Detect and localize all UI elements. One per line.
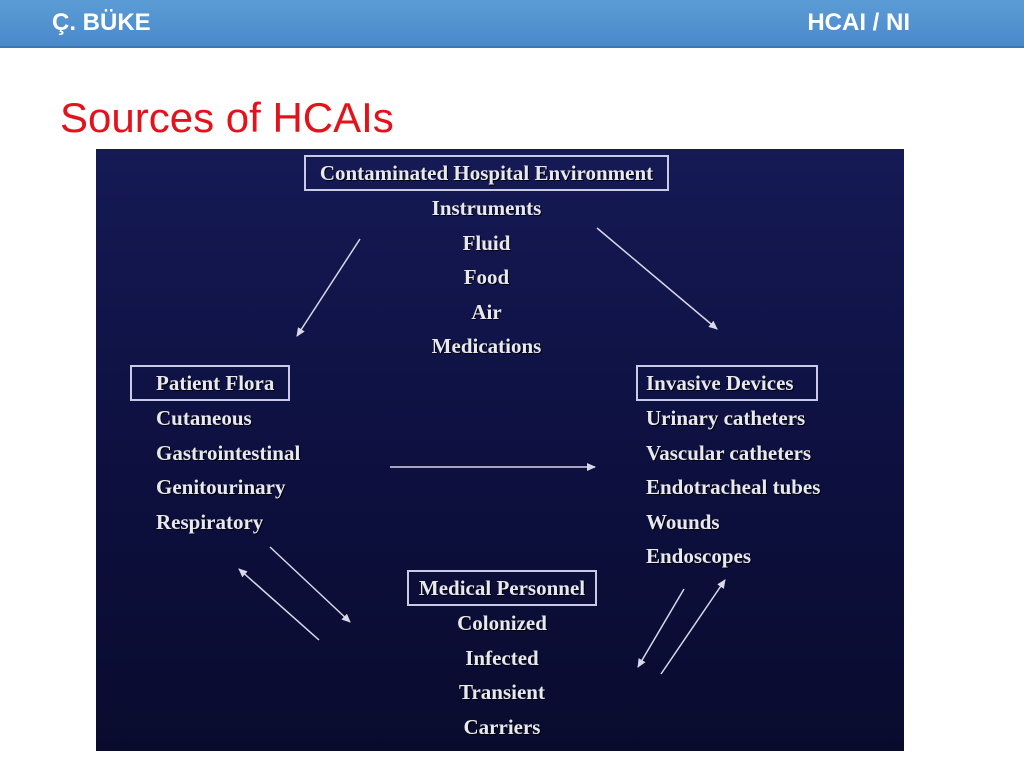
invasive-devices-item: Vascular catheters bbox=[646, 440, 812, 465]
patient-flora-item: Genitourinary bbox=[156, 475, 286, 499]
arrow-flora-to-personnel bbox=[270, 547, 350, 622]
medical-personnel-title: Medical Personnel bbox=[407, 570, 597, 606]
node-medical-personnel bbox=[392, 570, 612, 744]
arrow-devices-to-personnel bbox=[638, 589, 684, 667]
invasive-devices-item: Endoscopes bbox=[646, 544, 752, 568]
patient-flora-item: Gastrointestinal bbox=[156, 440, 301, 465]
invasive-devices-item: Wounds bbox=[646, 509, 720, 534]
environment-title: Contaminated Hospital Environment bbox=[304, 155, 669, 191]
environment-item: Fluid bbox=[462, 230, 511, 255]
node-environment bbox=[253, 155, 720, 364]
environment-item: Air bbox=[471, 299, 502, 324]
invasive-devices-item: Urinary catheters bbox=[646, 406, 806, 430]
patient-flora-title: Patient Flora bbox=[130, 365, 290, 401]
arrow-personnel-to-flora bbox=[239, 569, 319, 640]
medical-personnel-item: Infected bbox=[465, 645, 539, 670]
sources-diagram bbox=[96, 149, 904, 751]
node-patient-flora bbox=[130, 365, 300, 539]
patient-flora-item: Cutaneous bbox=[156, 406, 252, 430]
invasive-devices-title: Invasive Devices bbox=[636, 365, 818, 401]
invasive-devices-item: Endotracheal tubes bbox=[646, 475, 821, 499]
environment-item: Food bbox=[463, 265, 510, 289]
medical-personnel-item: Carriers bbox=[463, 714, 541, 739]
arrow-personnel-to-devices bbox=[661, 580, 725, 674]
environment-item: Medications bbox=[431, 334, 542, 358]
header-topic: HCAI / NI bbox=[807, 9, 910, 36]
environment-item: Instruments bbox=[431, 196, 542, 220]
slide-title: Sources of HCAIs bbox=[60, 94, 394, 141]
header-author: Ç. BÜKE bbox=[52, 9, 151, 36]
medical-personnel-item: Transient bbox=[459, 680, 545, 704]
patient-flora-item: Respiratory bbox=[156, 509, 264, 534]
header-bar bbox=[0, 0, 1024, 48]
medical-personnel-item: Colonized bbox=[457, 611, 547, 635]
node-invasive-devices bbox=[636, 365, 820, 574]
